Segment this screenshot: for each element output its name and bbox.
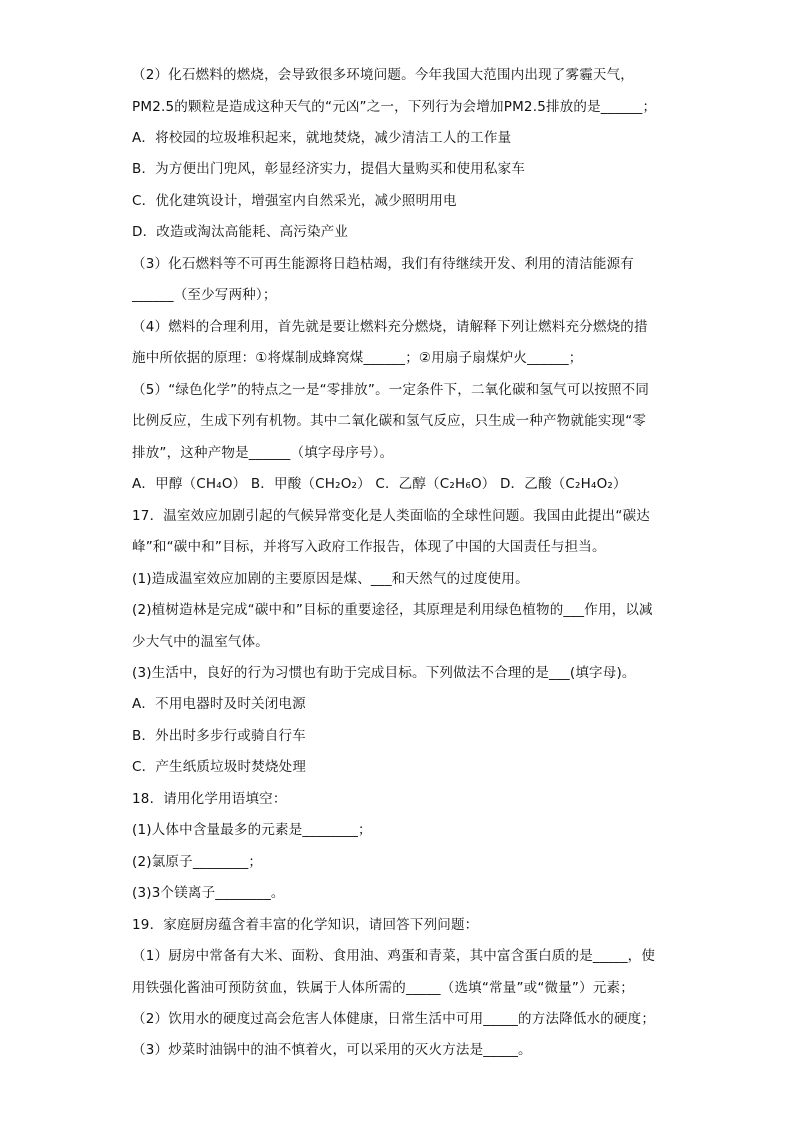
q17-option-a: A．不用电器时及时关闭电源	[132, 696, 306, 712]
q16-part5-options: A．甲醇（CH₄O） B．甲酸（CH₂O₂） C．乙醇（C₂H₆O） D．乙酸（C₂H₄O₂）	[132, 476, 627, 492]
q18-stem: 18．请用化学用语填空：	[132, 791, 287, 807]
q17-part3: (3)生活中，良好的行为习惯也有助于完成目标。下列做法不合理的是___(填字母)。	[132, 665, 636, 681]
q16-part2-option-c: C．优化建筑设计，增强室内自然采光，减少照明用电	[132, 193, 457, 209]
q18-part1: (1)人体中含量最多的元素是________；	[132, 822, 372, 838]
q16-part4-line2: 施中所依据的原理：①将煤制成蜂窝煤______；②用扇子扇煤炉火______；	[132, 350, 583, 366]
q16-part2-line1: （2）化石燃料的燃烧，会导致很多环境问题。今年我国大范围内出现了雾霾天气，	[132, 67, 634, 83]
q16-part2-line2: PM2.5的颗粒是造成这种天气的“元凶”之一，下列行为会增加PM2.5排放的是______；	[132, 99, 657, 115]
q18-part3: (3)3个镁离子________。	[132, 885, 285, 901]
q17-part1: (1)造成温室效应加剧的主要原因是煤、___和天然气的过度使用。	[132, 571, 529, 587]
q18-part2: (2)氯原子________；	[132, 854, 263, 870]
q19-stem: 19．家庭厨房蕴含着丰富的化学知识，请回答下列问题：	[132, 917, 479, 933]
q17-stem-line2: 峰”和“碳中和”目标，并将写入政府工作报告，体现了中国的大国责任与担当。	[132, 539, 606, 555]
q16-part2-option-d: D．改造或淘汰高能耗、高污染产业	[132, 224, 349, 240]
q16-part4-line1: （4）燃料的合理利用，首先就是要让燃料充分燃烧，请解释下列让燃料充分燃烧的措	[132, 319, 648, 335]
q16-part3-line1: （3）化石燃料等不可再生能源将日趋枯竭，我们有待继续开发、利用的清洁能源有	[132, 256, 634, 272]
q16-part5-line3: 排放”，这种产物是______（填字母序号）。	[132, 445, 394, 461]
q19-part1-line1: （1）厨房中常备有大米、面粉、食用油、鸡蛋和青菜，其中富含蛋白质的是_____，使	[132, 948, 656, 964]
q17-stem-line1: 17．温室效应加剧引起的气候异常变化是人类面临的全球性问题。我国由此提出“碳达	[132, 508, 650, 524]
q19-part2: （2）饮用水的硬度过高会危害人体健康，日常生活中可用_____的方法降低水的硬度；	[132, 1011, 656, 1027]
q19-part3: （3）炒菜时油锅中的油不慎着火，可以采用的灭火方法是_____。	[132, 1042, 532, 1058]
q16-part5-line1: （5）“绿色化学”的特点之一是“零排放”。一定条件下，二氧化碳和氢气可以按照不同	[132, 382, 650, 398]
q16-part2-option-a: A．将校园的垃圾堆积起来，就地焚烧，减少清洁工人的工作量	[132, 130, 512, 146]
q17-part2-line1: (2)植树造林是完成“碳中和”目标的重要途径，其原理是利用绿色植物的___作用，以减	[132, 602, 653, 618]
q16-part2-option-b: B．为方便出门兜风，彰显经济实力，提倡大量购买和使用私家车	[132, 161, 526, 177]
q17-part2-line2: 少大气中的温室气体。	[132, 634, 269, 650]
q16-part3-line2: ______（至少写两种）；	[132, 287, 277, 303]
q17-option-b: B．外出时多步行或骑自行车	[132, 728, 306, 744]
q19-part1-line2: 用铁强化酱油可预防贫血，铁属于人体所需的_____（选填“常量”或“微量”）元素；	[132, 980, 634, 996]
q16-part5-line2: 比例反应，生成下列有机物。其中二氧化碳和氢气反应，只生成一种产物就能实现“零	[132, 413, 647, 429]
q17-option-c: C．产生纸质垃圾时焚烧处理	[132, 759, 307, 775]
